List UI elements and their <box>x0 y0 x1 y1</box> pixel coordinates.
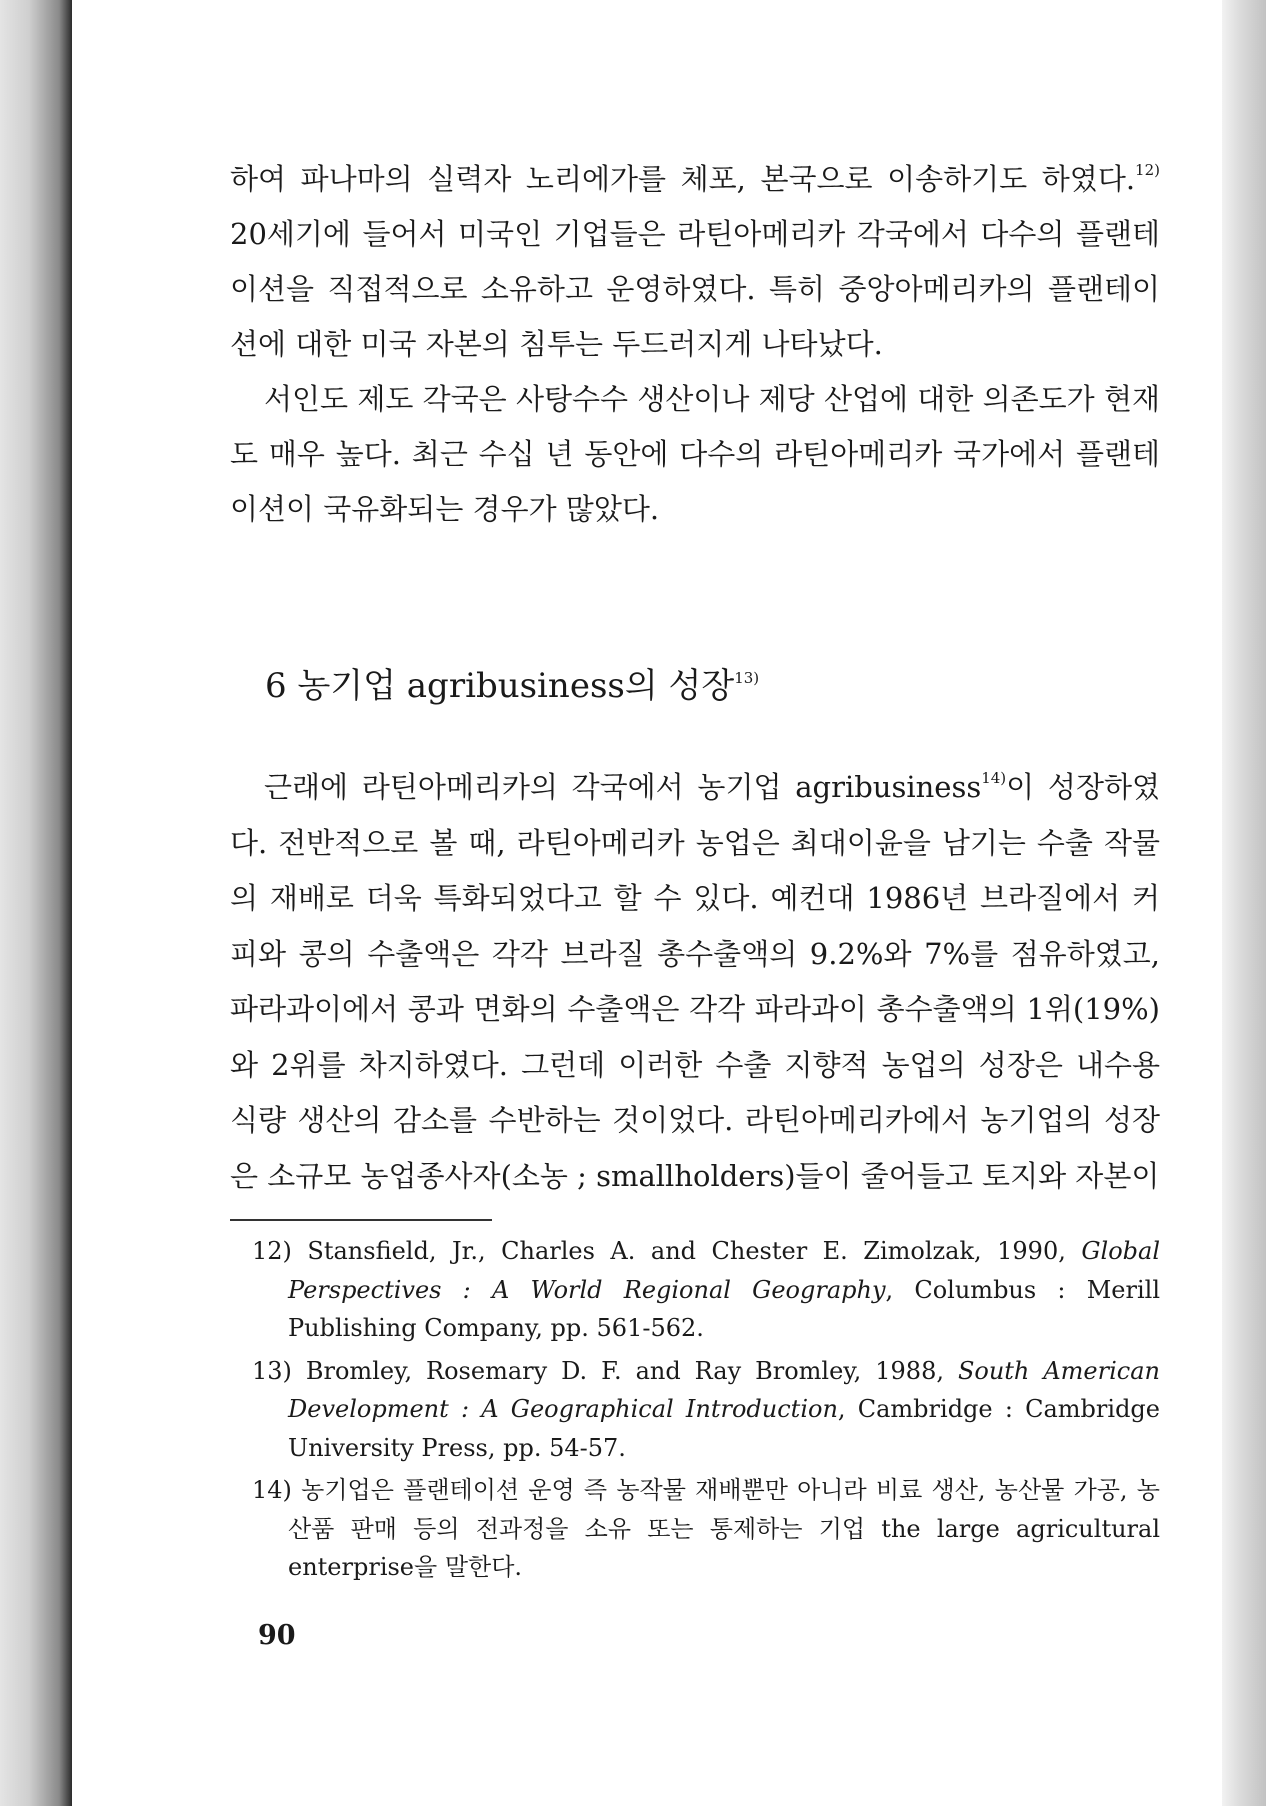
section-body <box>230 760 1160 1204</box>
footnote-text: Stansfield, Jr., Charles A. and Chester E. Zimolzak, 1990, <box>307 1237 1082 1265</box>
footnote-14 <box>252 1471 1160 1587</box>
footnote-publisher: , Columbus : Merill Publishing Company, pp. 561-562. <box>288 1275 1160 1342</box>
footnote-text: 농기업은 플랜테이션 운영 즉 농작물 재배뿐만 아니라 비료 생산, 농산물 가공, 농산품 판매 등의 전과정을 소유 또는 통제하는 기업 the large agricultural enterprise을 말한다. <box>288 1476 1160 1581</box>
footnote-ref-13: 13) <box>734 669 760 687</box>
footnote-divider <box>230 1219 492 1221</box>
footnote-ref-12: 12) <box>1135 161 1160 179</box>
footnote-title: South American Development : A Geographical Introduction <box>288 1356 1160 1423</box>
section-heading-text: 6 농기업 agribusiness의 성장 <box>265 666 735 706</box>
paragraph-2: 서인도 제도 각국은 사탕수수 생산이나 제당 산업에 대한 의존도가 현재도 매우 높다. 최근 수십 년 동안에 다수의 라틴아메리카 국가에서 플랜테이션이 국유화되는 경우가 많았다. <box>230 382 1160 526</box>
footnote-13 <box>252 1352 1160 1468</box>
footnotes <box>252 1232 1160 1591</box>
footnote-title: Global Perspectives : A World Regional Geography <box>288 1237 1160 1304</box>
body-text <box>230 152 1160 537</box>
footnote-text: Bromley, Rosemary D. F. and Ray Bromley, 1988, <box>305 1356 958 1385</box>
footnote-ref-14: 14) <box>981 769 1007 787</box>
footnote-publisher: , Cambridge : Cambridge University Press, pp. 54-57. <box>288 1395 1160 1462</box>
paragraph-1-text: 하여 파나마의 실력자 노리에가를 체포, 본국으로 이송하기도 하였다. <box>230 162 1136 196</box>
page-number: 90 <box>258 1620 296 1651</box>
footnote-number: 13) <box>252 1356 292 1385</box>
section-heading <box>265 658 1165 714</box>
paragraph-1 <box>230 152 1160 372</box>
book-page-edge-right <box>1222 0 1266 1806</box>
footnote-number: 12) <box>252 1237 292 1265</box>
paragraph-1-continuation: 20세기에 들어서 미국인 기업들은 라틴아메리카 각국에서 다수의 플랜테이션을 직접적으로 소유하고 운영하였다. 특히 중앙아메리카의 플랜테이션에 대한 미국 자본의 침투는 두드러지게 나타났다. <box>230 217 1160 361</box>
book-page-edge-left <box>0 0 72 1806</box>
section-body-rest: 이 성장하였다. 전반적으로 볼 때, 라틴아메리카 농업은 최대이윤을 남기는 수출 작물의 재배로 더욱 특화되었다고 할 수 있다. 예컨대 1986년 브라질에서 커피와 콩의 수출액은 각각 브라질 총수출액의 9.2%와 7%를 점유하였고, 파라과이에서 콩과 면화의 수출액은 각각 파라과이 총수출액의 1위(19%)와 2위를 차지하였다. 그런데 이러한 수출 지향적 농업의 성장은 내수용 식량 생산의 감소를 수반하는 것이었다. 라틴아메리카에서 농기업의 성장은 소규모 농업종사자(소농 ; smallholders)들이 줄어들고 토지와 자본이 <box>230 770 1160 1193</box>
footnote-number: 14) <box>252 1476 292 1504</box>
section-body-start: 근래에 라틴아메리카의 각국에서 농기업 agribusiness <box>264 770 982 804</box>
book-page <box>72 0 1222 1806</box>
footnote-12 <box>252 1232 1160 1348</box>
